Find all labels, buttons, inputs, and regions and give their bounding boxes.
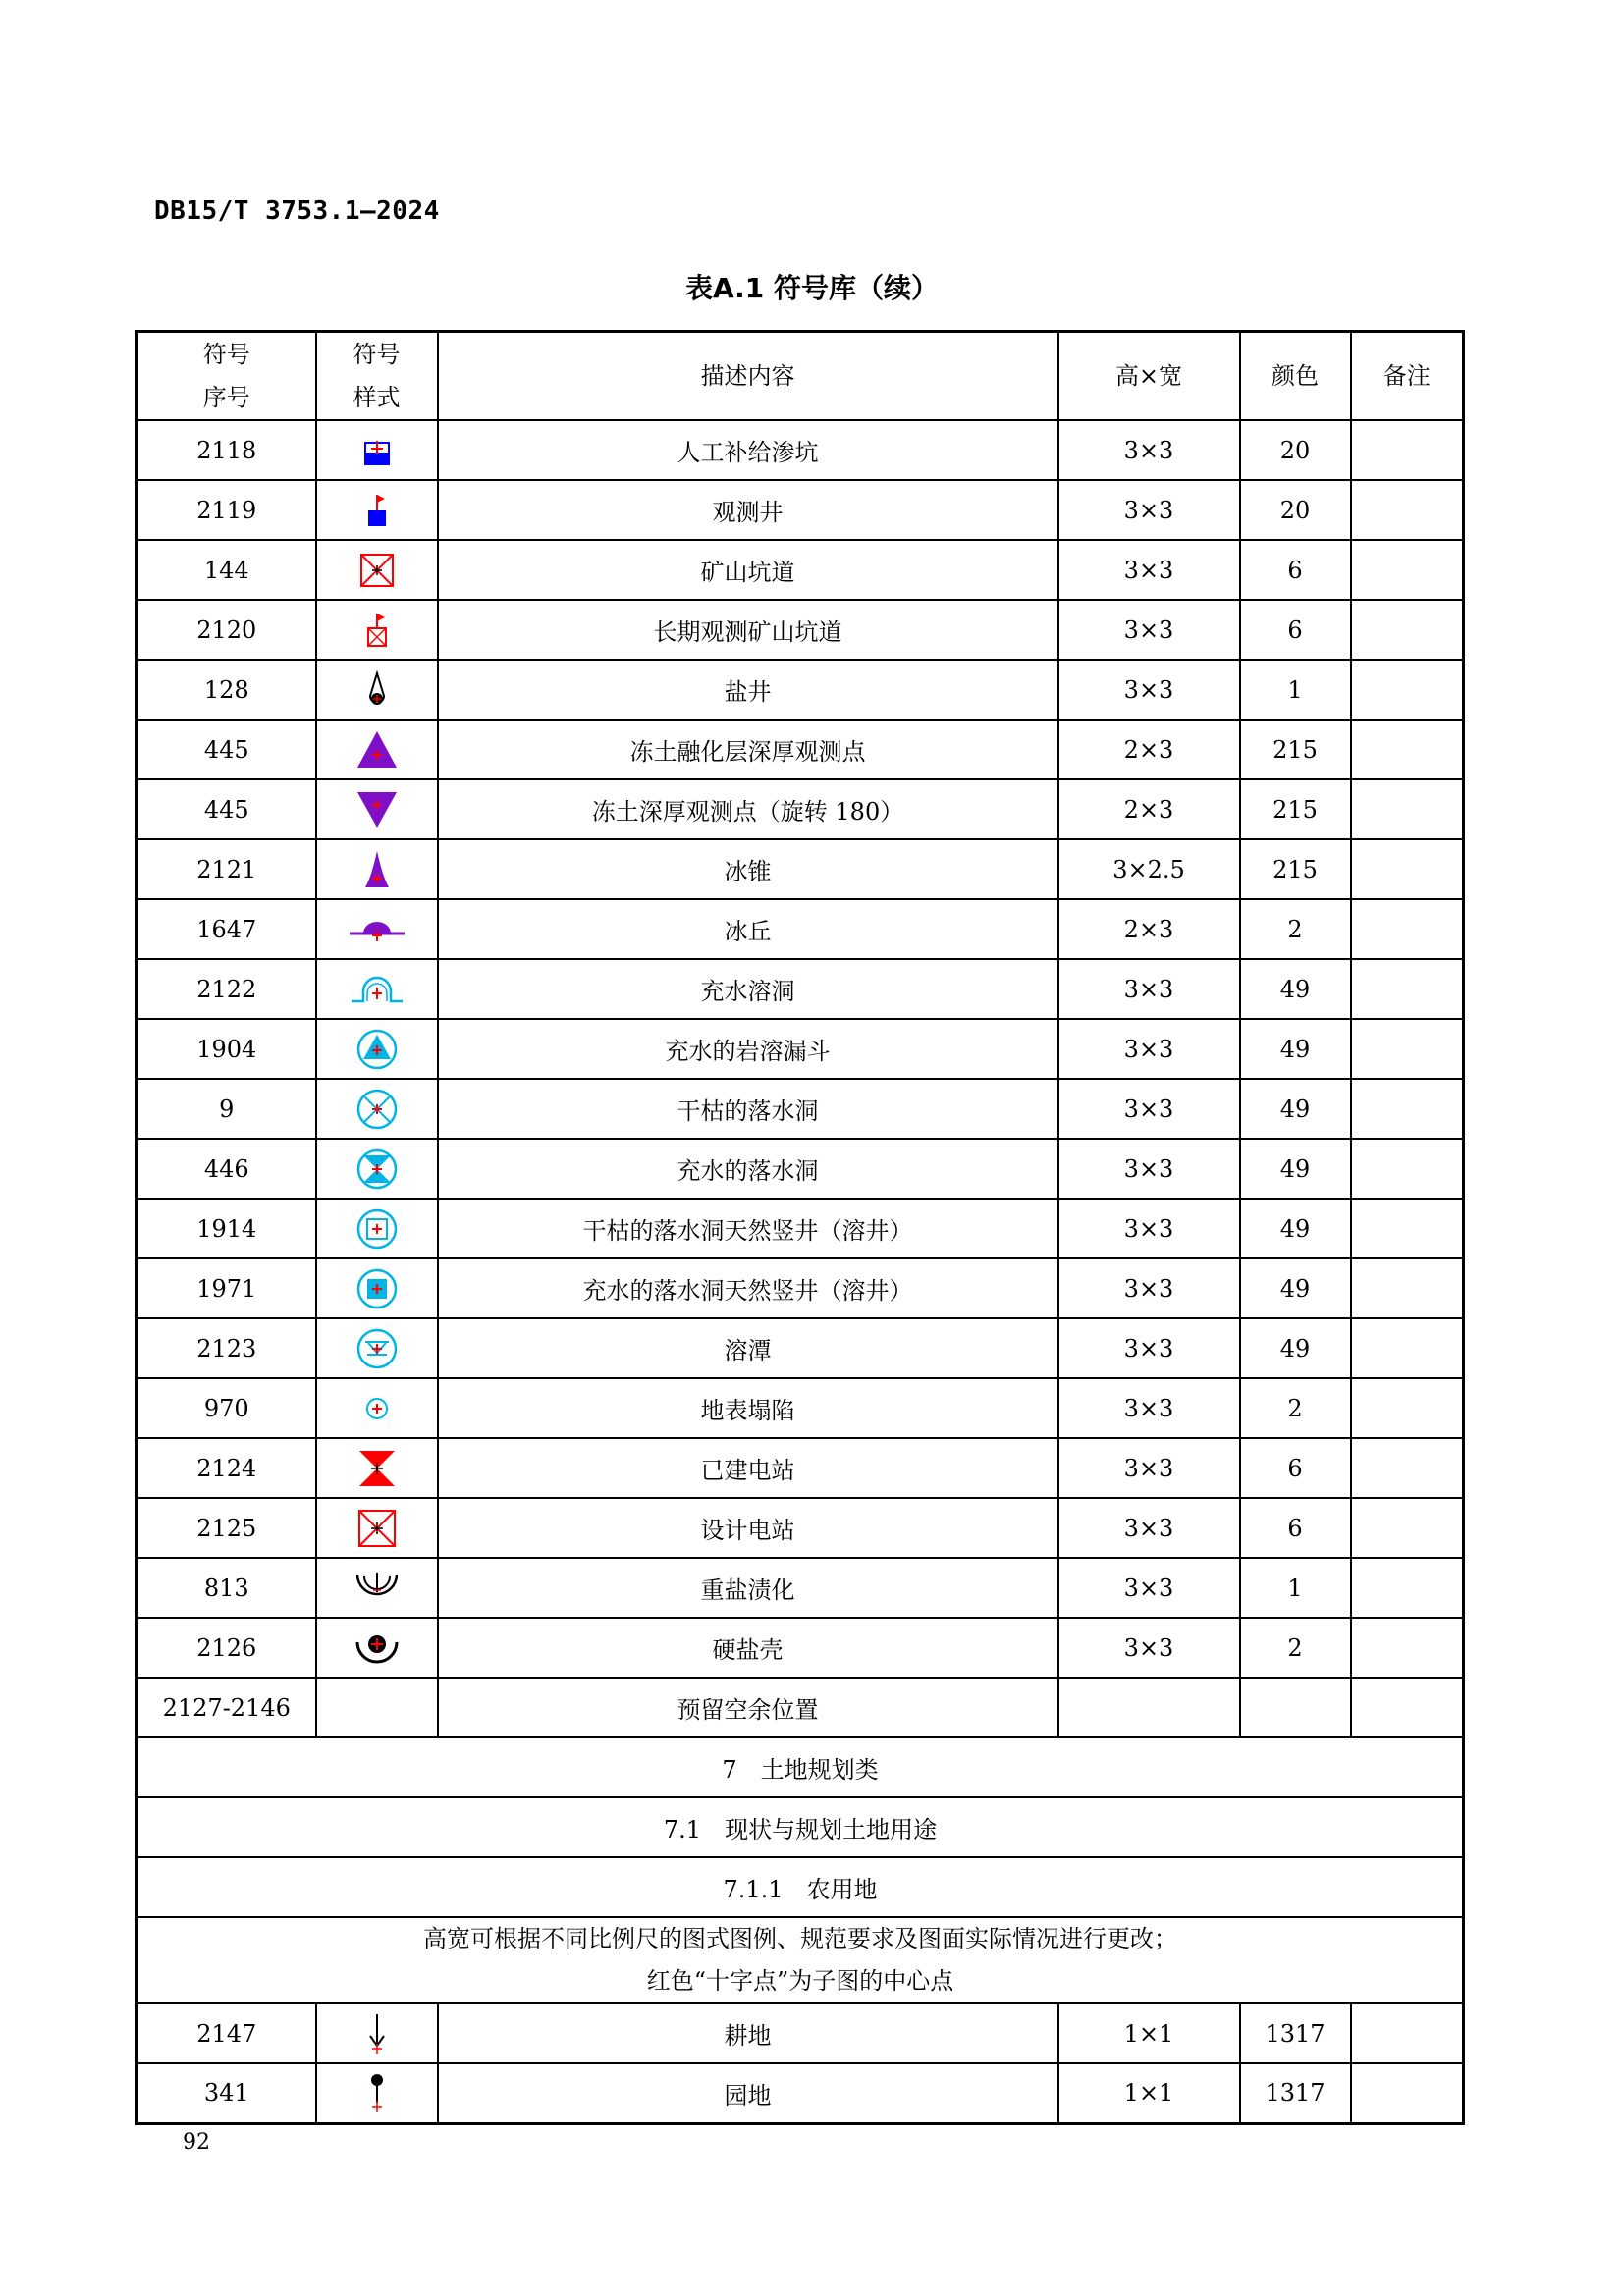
style-cell: [316, 1678, 438, 1737]
style-cell: [316, 1079, 438, 1139]
note-cell: [1351, 720, 1464, 779]
symbol-table: [135, 330, 1465, 2125]
style-cell: [316, 1258, 438, 1318]
designed-power-station-icon: [355, 1507, 399, 1550]
size-cell: 3×3: [1058, 480, 1240, 540]
style-cell: [316, 959, 438, 1019]
permafrost-melt-layer-point-icon: [355, 728, 399, 772]
page-number: 92: [183, 2130, 210, 2155]
table-row: [137, 540, 1464, 600]
style-cell: [316, 899, 438, 959]
seq-cell: 9: [137, 1079, 316, 1139]
section-heading-7-1: 7.1 现状与规划土地用途: [137, 1797, 1464, 1857]
color-cell: 20: [1240, 420, 1351, 480]
header-style-line2: 样式: [352, 384, 401, 411]
note-cell: [1351, 600, 1464, 660]
section-row: [137, 1857, 1464, 1917]
table-row: [137, 1378, 1464, 1438]
desc-cell: 硬盐壳: [438, 1618, 1058, 1678]
color-cell: 49: [1240, 1258, 1351, 1318]
color-cell: 6: [1240, 1498, 1351, 1558]
desc-cell: 溶潭: [438, 1318, 1058, 1378]
size-cell: 1×1: [1058, 2003, 1240, 2063]
header-size: 高×宽: [1058, 332, 1240, 421]
color-cell: 49: [1240, 1199, 1351, 1258]
color-cell: 6: [1240, 1438, 1351, 1498]
style-cell: [316, 1199, 438, 1258]
seq-cell: 2122: [137, 959, 316, 1019]
style-cell: [316, 839, 438, 899]
size-cell: 1×1: [1058, 2063, 1240, 2123]
note-cell: [1351, 420, 1464, 480]
seq-cell: 445: [137, 720, 316, 779]
color-cell: 49: [1240, 1139, 1351, 1199]
size-cell: 3×2.5: [1058, 839, 1240, 899]
desc-cell: 干枯的落水洞天然竖井（溶井）: [438, 1199, 1058, 1258]
color-cell: 2: [1240, 1378, 1351, 1438]
desc-cell: 预留空余位置: [438, 1678, 1058, 1737]
ice-cone-icon: [355, 848, 399, 891]
style-cell: [316, 480, 438, 540]
mine-tunnel-icon: [357, 551, 397, 590]
size-cell: 3×3: [1058, 660, 1240, 720]
style-cell: [316, 600, 438, 660]
style-cell: [316, 1558, 438, 1618]
desc-cell: 设计电站: [438, 1498, 1058, 1558]
color-cell: 6: [1240, 540, 1351, 600]
size-cell: 2×3: [1058, 779, 1240, 839]
header-seq: [137, 332, 316, 421]
desc-cell: 园地: [438, 2063, 1058, 2123]
size-cell: 3×3: [1058, 1199, 1240, 1258]
ice-mound-icon: [348, 910, 406, 949]
table-row: [137, 1618, 1464, 1678]
water-filled-natural-shaft-icon: [355, 1267, 399, 1310]
size-cell: [1058, 1678, 1240, 1737]
table-row: [137, 779, 1464, 839]
color-cell: 1317: [1240, 2063, 1351, 2123]
size-cell: 3×3: [1058, 1558, 1240, 1618]
color-cell: 49: [1240, 1318, 1351, 1378]
size-cell: 3×3: [1058, 1258, 1240, 1318]
seq-cell: 970: [137, 1378, 316, 1438]
color-cell: 20: [1240, 480, 1351, 540]
section-row: [137, 1797, 1464, 1857]
note-cell: [1351, 1139, 1464, 1199]
style-cell: [316, 1378, 438, 1438]
desc-cell: 长期观测矿山坑道: [438, 600, 1058, 660]
header-color: 颜色: [1240, 332, 1351, 421]
size-cell: 3×3: [1058, 1318, 1240, 1378]
seq-cell: 445: [137, 779, 316, 839]
note-cell: [1351, 2063, 1464, 2123]
table-title: 表A.1 符号库（续）: [684, 272, 940, 304]
style-cell: [316, 660, 438, 720]
desc-cell: 盐井: [438, 660, 1058, 720]
header-note: 备注: [1351, 332, 1464, 421]
header-style: [316, 332, 438, 421]
color-cell: 49: [1240, 959, 1351, 1019]
color-cell: 215: [1240, 720, 1351, 779]
table-row: [137, 1438, 1464, 1498]
salinization-icon: [353, 1569, 401, 1608]
seq-cell: 2127-2146: [137, 1678, 316, 1737]
note-cell: [1351, 1678, 1464, 1737]
desc-cell: 重盐渍化: [438, 1558, 1058, 1618]
permafrost-depth-point-rotated-icon: [355, 788, 399, 831]
header-seq-line2: 序号: [202, 384, 250, 411]
hard-salt-crust-icon: [353, 1629, 401, 1668]
note-line-2: 红色“十字点”为子图的中心点: [646, 1967, 954, 1995]
table-row: [137, 1678, 1464, 1737]
table-row: [137, 1199, 1464, 1258]
style-cell: [316, 1019, 438, 1079]
seq-cell: 144: [137, 540, 316, 600]
seq-cell: 128: [137, 660, 316, 720]
color-cell: 215: [1240, 839, 1351, 899]
table-row: [137, 1258, 1464, 1318]
size-cell: 3×3: [1058, 540, 1240, 600]
seq-cell: 1647: [137, 899, 316, 959]
note-cell: [1351, 1498, 1464, 1558]
table-row: [137, 1139, 1464, 1199]
seq-cell: 1904: [137, 1019, 316, 1079]
table-row: [137, 480, 1464, 540]
table-row: [137, 839, 1464, 899]
table-row: [137, 600, 1464, 660]
color-cell: 49: [1240, 1079, 1351, 1139]
desc-cell: 已建电站: [438, 1438, 1058, 1498]
table-row: [137, 660, 1464, 720]
seq-cell: 2124: [137, 1438, 316, 1498]
table-row: [137, 1019, 1464, 1079]
note-cell: [1351, 1258, 1464, 1318]
size-cell: 3×3: [1058, 1139, 1240, 1199]
karst-pool-icon: [355, 1327, 399, 1370]
seq-cell: 2125: [137, 1498, 316, 1558]
note-cell: [1351, 1019, 1464, 1079]
seq-cell: 1914: [137, 1199, 316, 1258]
table-row: [137, 420, 1464, 480]
desc-cell: 冰丘: [438, 899, 1058, 959]
size-cell: 3×3: [1058, 1079, 1240, 1139]
note-row: [137, 1917, 1464, 2003]
color-cell: 1: [1240, 1558, 1351, 1618]
desc-cell: 耕地: [438, 2003, 1058, 2063]
style-cell: [316, 720, 438, 779]
seq-cell: 813: [137, 1558, 316, 1618]
color-cell: 2: [1240, 899, 1351, 959]
surface-collapse-icon: [362, 1394, 392, 1423]
style-cell: [316, 1438, 438, 1498]
desc-cell: 充水的落水洞天然竖井（溶井）: [438, 1258, 1058, 1318]
section-heading-7: 7 土地规划类: [137, 1737, 1464, 1797]
size-cell: 3×3: [1058, 1618, 1240, 1678]
style-cell: [316, 1618, 438, 1678]
desc-cell: 人工补给渗坑: [438, 420, 1058, 480]
size-cell: 3×3: [1058, 1498, 1240, 1558]
note-line-1: 高宽可根据不同比例尺的图式图例、规范要求及图面实际情况进行更改；: [423, 1925, 1177, 1952]
note-cell: [1351, 1079, 1464, 1139]
seq-cell: 2119: [137, 480, 316, 540]
note-cell: [1351, 1438, 1464, 1498]
table-row: [137, 1079, 1464, 1139]
water-filled-karst-funnel-icon: [355, 1028, 399, 1071]
header-style-line1: 符号: [352, 341, 401, 368]
note-cell-text: [137, 1917, 1464, 2003]
seq-cell: 1971: [137, 1258, 316, 1318]
water-filled-sinkhole-icon: [355, 1148, 399, 1191]
style-cell: [316, 540, 438, 600]
seq-cell: 2118: [137, 420, 316, 480]
desc-cell: 充水的落水洞: [438, 1139, 1058, 1199]
style-cell: [316, 779, 438, 839]
salt-well-icon: [357, 670, 397, 710]
note-cell: [1351, 1318, 1464, 1378]
table-row: [137, 720, 1464, 779]
size-cell: 2×3: [1058, 899, 1240, 959]
color-cell: 1317: [1240, 2003, 1351, 2063]
document-code: DB15/T 3753.1—2024: [154, 196, 440, 226]
note-cell: [1351, 1558, 1464, 1618]
header-desc: 描述内容: [438, 332, 1058, 421]
size-cell: 3×3: [1058, 1019, 1240, 1079]
seq-cell: 2123: [137, 1318, 316, 1378]
style-cell: [316, 420, 438, 480]
table-row: [137, 1558, 1464, 1618]
desc-cell: 充水溶洞: [438, 959, 1058, 1019]
table-row: [137, 1318, 1464, 1378]
desc-cell: 充水的岩溶漏斗: [438, 1019, 1058, 1079]
note-cell: [1351, 839, 1464, 899]
desc-cell: 地表塌陷: [438, 1378, 1058, 1438]
seq-cell: 2147: [137, 2003, 316, 2063]
garden-land-icon: [362, 2071, 392, 2114]
color-cell: 49: [1240, 1019, 1351, 1079]
table-row: [137, 1498, 1464, 1558]
built-power-station-icon: [355, 1447, 399, 1490]
size-cell: 3×3: [1058, 1378, 1240, 1438]
table-row: [137, 2063, 1464, 2123]
seq-cell: 2121: [137, 839, 316, 899]
note-cell: [1351, 899, 1464, 959]
note-cell: [1351, 2003, 1464, 2063]
section-row: [137, 1737, 1464, 1797]
desc-cell: 矿山坑道: [438, 540, 1058, 600]
desc-cell: 冻土融化层深厚观测点: [438, 720, 1058, 779]
note-cell: [1351, 660, 1464, 720]
style-cell: [316, 2003, 438, 2063]
color-cell: 215: [1240, 779, 1351, 839]
style-cell: [316, 2063, 438, 2123]
color-cell: 2: [1240, 1618, 1351, 1678]
long-term-observed-mine-tunnel-icon: [357, 611, 397, 650]
color-cell: 6: [1240, 600, 1351, 660]
table-row: [137, 959, 1464, 1019]
note-cell: [1351, 779, 1464, 839]
observation-well-icon: [357, 491, 397, 530]
desc-cell: 冻土深厚观测点（旋转 180）: [438, 779, 1058, 839]
style-cell: [316, 1318, 438, 1378]
note-cell: [1351, 1618, 1464, 1678]
table-row: [137, 2003, 1464, 2063]
size-cell: 3×3: [1058, 600, 1240, 660]
seq-cell: 446: [137, 1139, 316, 1199]
note-cell: [1351, 480, 1464, 540]
note-cell: [1351, 959, 1464, 1019]
desc-cell: 冰锥: [438, 839, 1058, 899]
size-cell: 3×3: [1058, 1438, 1240, 1498]
dry-sinkhole-icon: [355, 1088, 399, 1131]
cultivated-land-icon: [362, 2012, 392, 2056]
header-seq-line1: 符号: [202, 341, 250, 368]
size-cell: 2×3: [1058, 720, 1240, 779]
table-header-row: [137, 332, 1464, 421]
desc-cell: 干枯的落水洞: [438, 1079, 1058, 1139]
color-cell: 1: [1240, 660, 1351, 720]
water-filled-karst-cave-icon: [348, 970, 406, 1009]
table-row: [137, 899, 1464, 959]
section-heading-7-1-1: 7.1.1 农用地: [137, 1857, 1464, 1917]
note-cell: [1351, 540, 1464, 600]
size-cell: 3×3: [1058, 959, 1240, 1019]
seq-cell: 2126: [137, 1618, 316, 1678]
note-cell: [1351, 1199, 1464, 1258]
style-cell: [316, 1498, 438, 1558]
dry-natural-shaft-icon: [355, 1207, 399, 1251]
color-cell: [1240, 1678, 1351, 1737]
style-cell: [316, 1139, 438, 1199]
desc-cell: 观测井: [438, 480, 1058, 540]
seq-cell: 341: [137, 2063, 316, 2123]
size-cell: 3×3: [1058, 420, 1240, 480]
note-cell: [1351, 1378, 1464, 1438]
artificial-recharge-pit-icon: [357, 431, 397, 470]
seq-cell: 2120: [137, 600, 316, 660]
